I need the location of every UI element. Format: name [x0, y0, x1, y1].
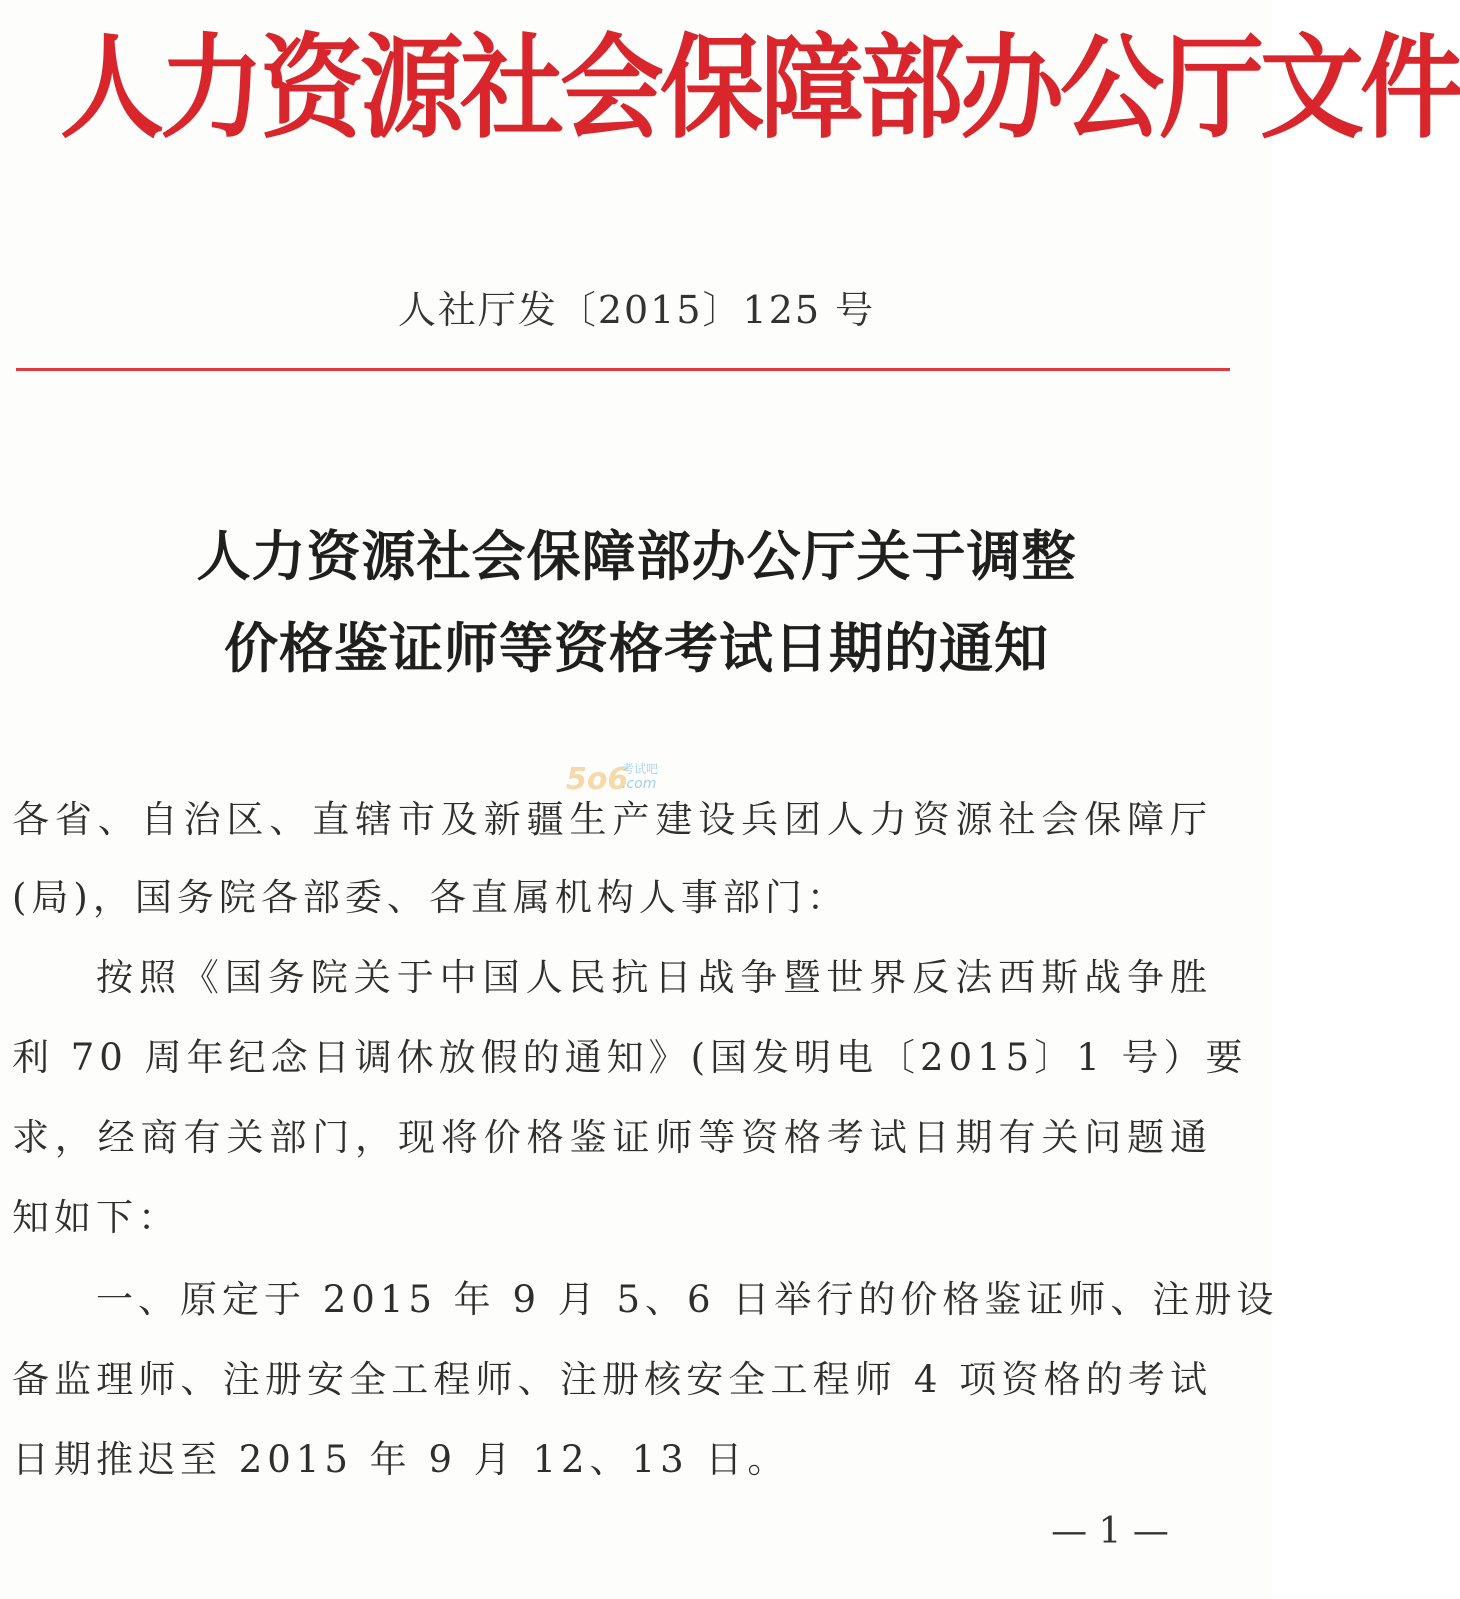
body-line-5: 求，经商有关部门，现将价格鉴证师等资格考试日期有关问题通	[12, 1116, 1212, 1159]
body-line-2: (局)，国务院各部委、各直属机构人事部门：	[12, 876, 849, 919]
body-line-8: 备监理师、注册安全工程师、注册核安全工程师 4 项资格的考试	[12, 1358, 1212, 1401]
notice-title-line-2: 价格鉴证师等资格考试日期的通知	[224, 617, 1049, 680]
body-line-4: 利 70 周年纪念日调休放假的通知》(国发明电〔2015〕1 号）要	[12, 1036, 1248, 1079]
watermark-text: 考试吧	[622, 762, 659, 776]
body-line-7: 一、原定于 2015 年 9 月 5、6 日举行的价格鉴证师、注册设	[96, 1278, 1279, 1321]
body-line-9: 日期推迟至 2015 年 9 月 12、13 日。	[12, 1438, 790, 1481]
watermark-number: 5o6	[566, 762, 629, 797]
document-number: 人社厅发〔2015〕125 号	[397, 288, 876, 332]
notice-title-line-1: 人力资源社会保障部办公厅关于调整	[196, 525, 1077, 588]
body-line-3: 按照《国务院关于中国人民抗日战争暨世界反法西斯战争胜	[96, 956, 1212, 999]
red-masthead: 人力资源社会保障部办公厅文件	[60, 22, 1460, 154]
body-line-6: 知如下：	[12, 1196, 180, 1239]
red-divider-rule	[16, 368, 1230, 371]
watermark-domain: .com	[622, 776, 657, 792]
page-number: — 1 —	[1051, 1511, 1169, 1552]
body-line-1: 各省、自治区、直辖市及新疆生产建设兵团人力资源社会保障厅	[12, 798, 1212, 841]
